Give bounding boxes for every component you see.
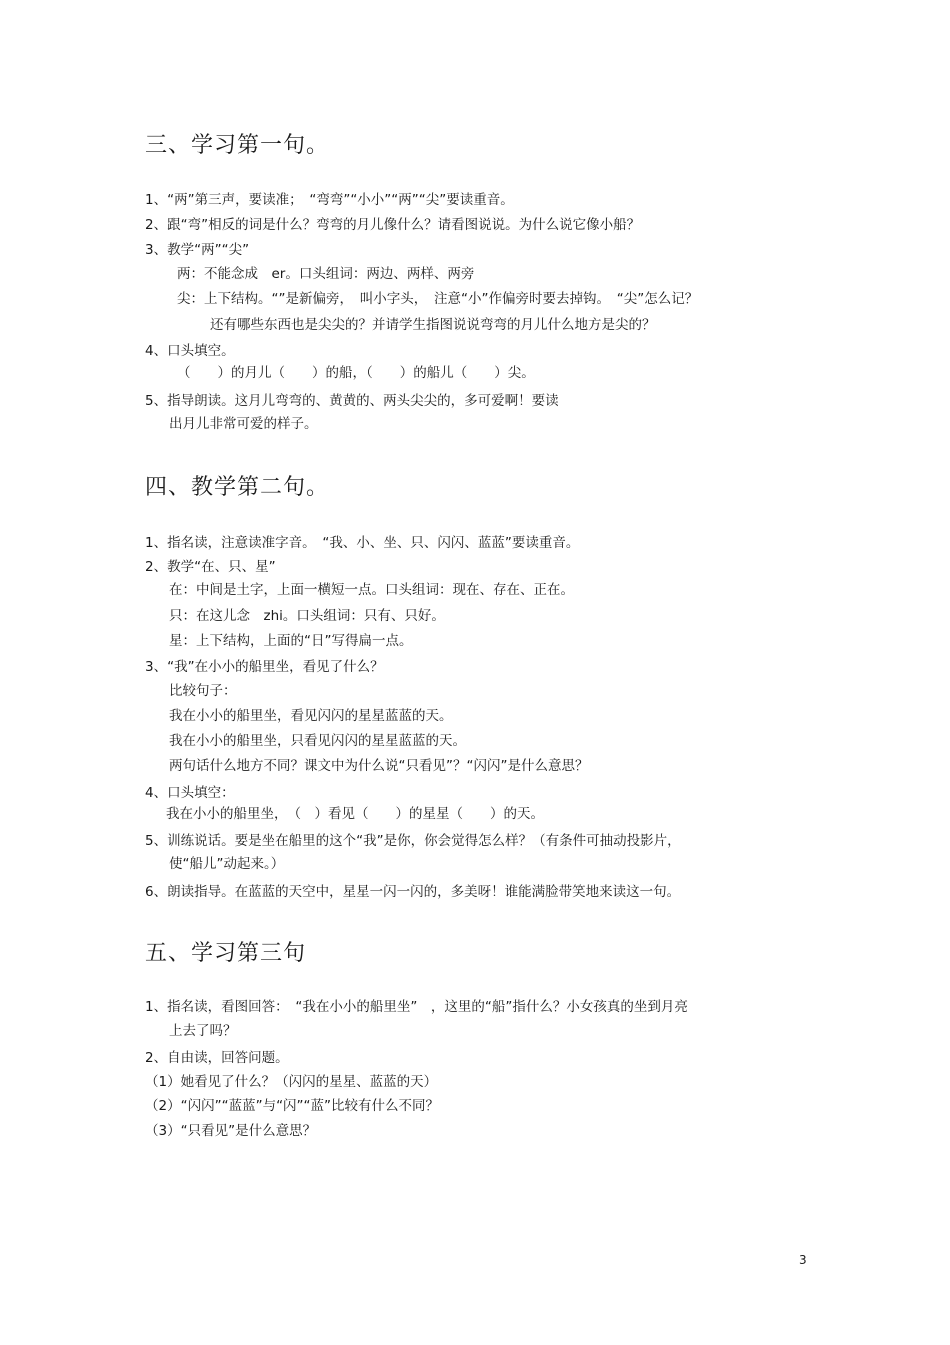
text-line: 4、口头填空。 [145, 343, 235, 359]
text-line: 使“船儿”动起来。） [169, 856, 285, 872]
text-line: （3）“只看见”是什么意思？ [145, 1123, 317, 1139]
text-line: 在：中间是土字，上面一横短一点。口头组词：现在、存在、正在。 [169, 582, 574, 598]
text-line: 2、跟“弯”相反的词是什么？弯弯的月儿像什么？请看图说说。为什么说它像小船？ [145, 217, 641, 233]
section-heading: 四、教学第二句。 [145, 475, 330, 500]
text-line: （1）她看见了什么？（闪闪的星星、蓝蓝的天） [145, 1074, 438, 1090]
text-line: 5、训练说话。要是坐在船里的这个“我”是你，你会觉得怎么样？（有条件可抽动投影片， [145, 833, 681, 849]
text-line: 5、指导朗读。这月儿弯弯的、黄黄的、两头尖尖的，多可爱啊！要读 [145, 393, 559, 409]
text-line: 上去了吗？ [169, 1023, 237, 1039]
text-line: 尖：上下结构。“”是新偏旁， 叫小字头， 注意“小”作偏旁时要去掉钩。 “尖”怎么记？ [177, 291, 699, 307]
section-heading: 三、学习第一句。 [145, 133, 330, 158]
text-line: 比较句子： [169, 683, 237, 699]
page-number: 3 [799, 1253, 807, 1267]
text-line: 2、自由读，回答问题。 [145, 1050, 289, 1066]
text-line: 还有哪些东西也是尖尖的？并请学生指图说说弯弯的月儿什么地方是尖的？ [210, 317, 656, 333]
text-line: （2）“闪闪”“蓝蓝”与“闪”“蓝”比较有什么不同？ [145, 1098, 440, 1114]
text-line: 两句话什么地方不同？课文中为什么说“只看见”？“闪闪”是什么意思？ [169, 758, 589, 774]
text-line: 星：上下结构，上面的“日”写得扁一点。 [169, 633, 413, 649]
text-line: （ ）的月儿（ ）的船，（ ）的船儿（ ）尖。 [177, 365, 535, 381]
text-line: 两：不能念成 er。口头组词：两边、两样、两旁 [177, 266, 475, 282]
text-line: 我在小小的船里坐，看见闪闪的星星蓝蓝的天。 [169, 708, 453, 724]
text-line: 6、朗读指导。在蓝蓝的天空中，星星一闪一闪的，多美呀！谁能满脸带笑地来读这一句。 [145, 884, 681, 900]
text-line: 我在小小的船里坐， （ ）看见（ ）的星星（ ）的天。 [166, 806, 544, 822]
text-line: 只：在这儿念 zhi。口头组词：只有、只好。 [169, 608, 445, 624]
text-line: 1、“两”第三声，要读准； “弯弯”“小小”“两”“尖”要读重音。 [145, 192, 514, 208]
text-line: 2、教学“在、只、星” [145, 559, 276, 575]
text-line: 3、“我”在小小的船里坐，看见了什么？ [145, 659, 384, 675]
text-line: 我在小小的船里坐，只看见闪闪的星星蓝蓝的天。 [169, 733, 466, 749]
text-line: 1、指名读，看图回答： “我在小小的船里坐” ，这里的“船”指什么？小女孩真的坐到月亮 [145, 999, 688, 1015]
text-line: 1、指名读，注意读准字音。 “我、小、坐、只、闪闪、蓝蓝”要读重音。 [145, 535, 580, 551]
text-line: 3、教学“两”“尖” [145, 242, 250, 258]
section-heading: 五、学习第三句 [145, 941, 307, 966]
text-line: 出月儿非常可爱的样子。 [169, 416, 318, 432]
text-line: 4、口头填空： [145, 785, 235, 801]
